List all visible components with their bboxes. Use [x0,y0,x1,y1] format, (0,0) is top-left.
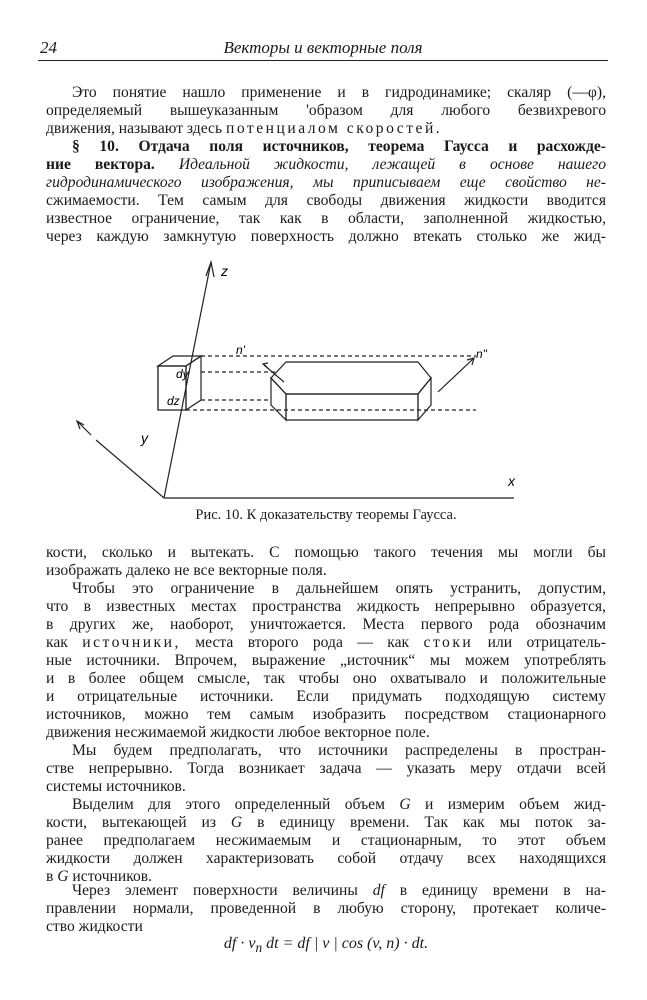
spaced-term: источники, [82,634,181,651]
y-axis-direction [96,440,164,498]
text-line: жидкости должен характеризовать собой отдачу всех находящихся [46,850,606,867]
label-dy: dy [176,367,189,381]
variable-g: G [230,814,243,831]
text-line: что в известных местах пространства жидкость непрерывно образуется, [46,598,606,615]
section-heading-end: ние вектора. [46,156,155,173]
text-line: источников, можно тем самым изобразить посредством стационарного [46,706,606,723]
text-run: Через элемент поверхности величины [72,882,373,899]
paragraph-6 [46,796,606,886]
text-line: гидродинамического изображения, мы приписываем еще свойство не- [46,174,606,191]
text-run: движения, называют здесь [46,120,226,137]
text-run: кости, вытекающей из [46,814,231,831]
spaced-term: потенциалом скоростей. [225,120,443,137]
text-line: правлении нормали, проведенной в любую сторону, протекает количе- [46,900,606,917]
paragraph-2 [46,138,606,246]
formula-rhs: dt = df | v | cos (v, n) · dt. [262,935,429,952]
text-line: движения несжимаемой жидкости любое векторное поле. [46,724,430,741]
text-run: в единицу времени. Так как мы поток за- [242,814,606,831]
gauss-theorem-diagram [46,250,606,510]
text-line: кости, сколько и вытекать. С помощью такого течения мы могли бы [46,544,606,561]
text-line [46,156,606,174]
variable-df: df [372,882,385,899]
text-run: в единицу времени в на- [384,882,606,899]
text-run: в [46,868,58,885]
text-run: и измерим объем жид- [410,796,606,813]
text-line: известное ограничение, так как в области, заполненной жидкостью, [46,210,606,227]
text-line [46,796,606,814]
formula [46,935,606,956]
tube-left-face [271,378,286,420]
variable-g: G [57,868,69,885]
text-line [46,120,606,138]
page-header [38,36,608,61]
paragraph-4 [46,580,606,742]
text-line: ранее предполагаем несжимаемым и стационарным, то этот объем [46,832,606,849]
label-y: y [141,430,148,446]
text-run: источников. [68,868,153,885]
label-x: x [508,473,515,489]
text-line: изображать далеко не все векторные поля. [46,562,327,579]
paragraph-3 [46,544,606,580]
text-line: системы источников. [46,778,186,795]
formula-lhs: df · v [223,935,256,952]
text-line [46,882,606,900]
figure-10 [46,250,606,510]
formula-subscript: n [255,940,263,956]
text-line: ные источники. Впрочем, выражение „источник“ мы можем употреблять [46,652,606,669]
tube-right-face [418,378,431,420]
text-run: Выделим для этого определенный объем [72,796,400,813]
text-line: стве непрерывно. Тогда возникает задача — указать меру отдачи всей [46,760,606,777]
text-line: через каждую замкнутую поверхность должно втекать столько же жид- [46,228,606,245]
text-run: места второго рода — как [180,634,424,651]
section-heading: § 10. Отдача поля источников, теорема Гаусса и расхожде- [72,138,606,155]
label-z: z [221,263,228,279]
text-line: и отрицательные источники. Если придумать подходящую систему [46,688,606,705]
prism-right [186,356,201,410]
label-n-prime: n' [236,343,245,357]
text-run: или отрицатель- [473,634,606,651]
label-n-double-prime: n" [476,347,487,361]
text-line: Мы будем предполагать, что источники распределены в простран- [72,742,606,759]
paragraph-5 [46,742,606,796]
running-title: Векторы и векторные поля [223,38,423,57]
text-line: Чтобы это ограничение в дальнейшем опять устранить, допустим, [72,580,606,597]
text-line [46,634,606,652]
tube-front [286,394,418,420]
text-line: и в более общем смысле, так чтобы оно охватывало и положительные [46,670,606,687]
text-run: Идеальной жидкости, лежащей в основе нашего [154,156,606,173]
label-dz: dz [167,394,180,408]
text-line: сжимаемости. Тем самым для свободы движения жидкости вводится [46,192,606,209]
paragraph-7 [46,882,606,936]
tube-top [271,362,431,394]
text-line [46,814,606,832]
variable-g: G [399,796,411,813]
normal-n2-line [438,358,474,392]
spaced-term: стоки [423,634,474,651]
text-line: определяемый вышеуказанным 'образом для любого безвихревого [46,102,606,119]
page-number: 24 [40,38,57,57]
paragraph-1 [46,84,606,138]
figure-caption: Рис. 10. К доказательству теоремы Гаусса. [195,507,457,523]
text-line: в других же, наоборот, уничтожается. Места первого рода обозначим [46,616,606,633]
normal-n1-arrowhead [263,363,268,367]
text-run: как [46,634,83,651]
text-line: ство жидкости [46,918,143,935]
text-line: Это понятие нашло применение и в гидродинамике; скаляр (—φ), [72,84,606,101]
